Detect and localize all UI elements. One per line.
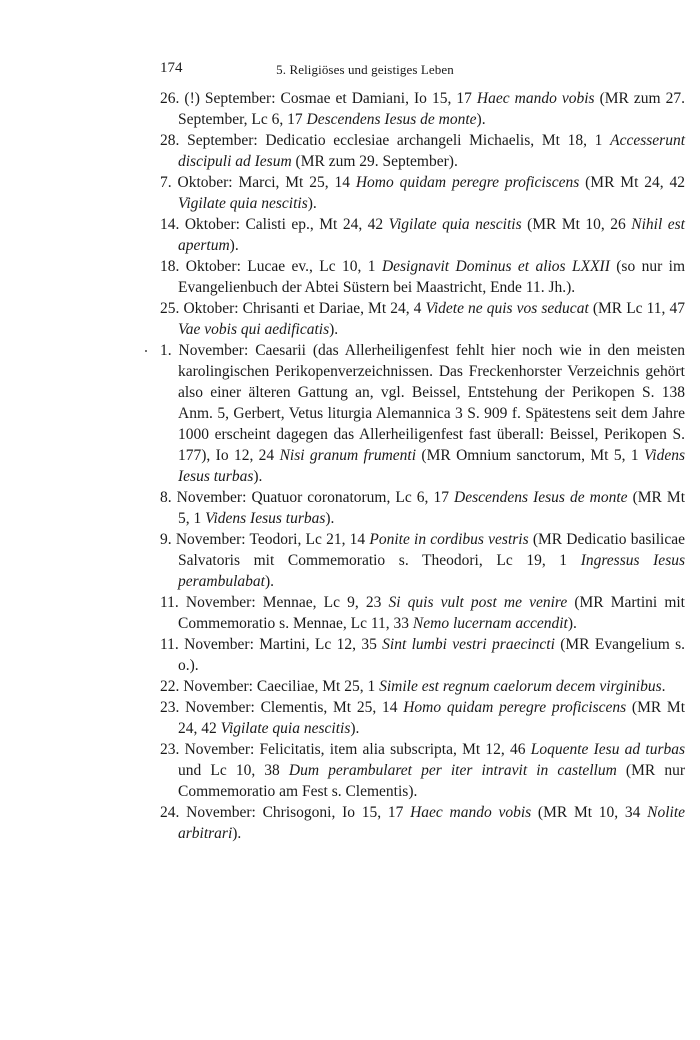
entry-text: und Lc 10, 38	[178, 762, 289, 779]
latin-incipit: Vigilate quia nescitis	[178, 195, 308, 212]
calendar-entry	[160, 676, 685, 697]
entry-text: November: Teodori, Lc 21, 14	[175, 531, 370, 548]
latin-incipit: Accesserunt discipuli ad Iesum	[178, 132, 686, 170]
latin-incipit: Videte ne quis vos seducat	[425, 300, 589, 317]
latin-incipit: Homo quidam peregre proficiscens	[355, 174, 580, 191]
entry-text: November: Mennae, Lc 9, 23	[185, 594, 389, 611]
entry-text: ).	[307, 195, 317, 212]
entry-text: ).	[325, 510, 335, 527]
calendar-entry-list	[160, 88, 685, 844]
entry-number: 9.	[160, 531, 172, 548]
entry-text: September: Dedicatio ecclesiae archangeli Michaelis, Mt 18, 1	[187, 132, 611, 149]
entry-text: ).	[476, 111, 486, 128]
latin-incipit: Vigilate quia nescitis	[388, 216, 522, 233]
entry-text: Oktober: Calisti ep., Mt 24, 42	[184, 216, 389, 233]
entry-text: (MR Mt 5, 1	[178, 489, 686, 527]
latin-incipit: Nemo lucernam accendit	[412, 615, 568, 632]
entry-text: (MR Evangelium s. o.).	[178, 636, 685, 674]
calendar-entry	[160, 172, 685, 214]
latin-incipit: Ingressus Iesus perambulabat	[178, 552, 686, 590]
entry-text: .	[661, 678, 666, 695]
entry-text: ).	[264, 573, 275, 590]
latin-incipit: Videns Iesus turbas	[205, 510, 326, 527]
calendar-entry	[160, 739, 685, 802]
entry-number: 24.	[160, 804, 180, 821]
entry-number: 8.	[160, 489, 172, 506]
entry-text: (MR Mt 24, 42	[178, 699, 686, 737]
entry-text: Oktober: Marci, Mt 25, 14	[177, 174, 356, 191]
entry-number: 11.	[160, 636, 179, 653]
entry-text: Oktober: Lucae ev., Lc 10, 1	[185, 258, 382, 275]
entry-text: (MR Mt 10, 26	[521, 216, 632, 233]
latin-incipit: Si quis vult post me venire	[388, 594, 568, 611]
latin-incipit: Simile est regnum caelorum decem virginibus	[379, 678, 662, 695]
latin-incipit: Nihil est apertum	[178, 216, 685, 254]
entry-number: 23.	[160, 741, 180, 758]
latin-incipit: Dum perambularet per iter intravit in castellum	[288, 762, 617, 779]
entry-text: (MR nur Commemoratio am Fest s. Clementis).	[178, 762, 685, 800]
latin-incipit: Descendens Iesus de monte	[306, 111, 477, 128]
entry-text: ).	[350, 720, 360, 737]
entry-text: ).	[567, 615, 577, 632]
entry-text: (MR Lc 11, 47	[588, 300, 685, 317]
latin-incipit: Loquente Iesu ad turbas	[530, 741, 686, 758]
entry-text: November: Clementis, Mt 25, 14	[185, 699, 404, 716]
entry-text: (MR Mt 24, 42	[579, 174, 686, 191]
entry-text: Oktober: Chrisanti et Dariae, Mt 24, 4	[183, 300, 426, 317]
entry-text: November: Caesarii (das Allerheiligenfest fehlt hier noch wie in den meisten karolingischen Perikopenverzeichnissen. Das Freckenhorster Verzeichnis gehört also einer älteren Gattung an, vgl. Beissel, Entstehung der Perikopen S. 138 Anm. 5, Gerbert, Vetus liturgia Alemannica 3 S. 909 f. Spätestens seit dem Jahre 1000 erscheint dagegen das Allerheiligenfest fast überall: Beissel, Perikopen S. 177), Io 12, 24	[178, 342, 686, 464]
entry-text: ).	[253, 468, 263, 485]
entry-number: 26.	[160, 90, 180, 107]
running-head: 5. Religiöses und geistiges Leben	[276, 62, 454, 77]
entry-number: 7.	[160, 174, 172, 191]
entry-text: (MR zum 29. September).	[291, 153, 458, 170]
calendar-entry	[160, 298, 685, 340]
entry-text: (MR Mt 10, 34	[531, 804, 648, 821]
latin-incipit: Vae vobis qui aedificatis	[178, 321, 330, 338]
latin-incipit: Vigilate quia nescitis	[220, 720, 351, 737]
latin-incipit: Ponite in cordibus vestris	[369, 531, 529, 548]
calendar-entry	[160, 130, 685, 172]
entry-number: 14.	[160, 216, 180, 233]
calendar-entry	[160, 214, 685, 256]
calendar-entry	[160, 634, 685, 676]
entry-text: November: Chrisogoni, Io 15, 17	[186, 804, 411, 821]
entry-text: November: Felicitatis, item alia subscripta, Mt 12, 46	[184, 741, 531, 758]
entry-text: November: Martini, Lc 12, 35	[184, 636, 383, 653]
entry-text: ).	[232, 825, 242, 842]
entry-number: 23.	[160, 699, 180, 716]
latin-incipit: Homo quidam peregre proficiscens	[403, 699, 627, 716]
calendar-entry	[160, 340, 685, 487]
entry-number: 28.	[160, 132, 180, 149]
calendar-entry	[160, 256, 685, 298]
calendar-entry	[160, 592, 685, 634]
entry-text: (!) September: Cosmae et Damiani, Io 15, 17	[184, 90, 477, 107]
latin-incipit: Nolite arbitrari	[178, 804, 686, 842]
entry-text: (so nur im Evangelienbuch der Abtei Süstern bei Maastricht, Ende 11. Jh.).	[178, 258, 686, 296]
entry-text: November: Quatuor coronatorum, Lc 6, 17	[176, 489, 455, 506]
entry-number: 18.	[160, 258, 180, 275]
entry-text: (MR Dedicatio basilicae Salvatoris mit Commemoratio s. Theodori, Lc 19, 1	[178, 531, 685, 569]
entry-text: (MR zum 27. September, Lc 6, 17	[178, 90, 686, 128]
entry-text: (MR Martini mit Commemoratio s. Mennae, Lc 11, 33	[178, 594, 685, 632]
calendar-entry	[160, 529, 685, 592]
entry-text: ).	[329, 321, 339, 338]
entry-number: 22.	[160, 678, 180, 695]
entry-text: (MR Omnium sanctorum, Mt 5, 1	[416, 447, 644, 464]
page-number: 174	[160, 60, 183, 76]
latin-incipit: Sint lumbi vestri praecincti	[382, 636, 555, 653]
latin-incipit: Haec mando vobis	[476, 90, 595, 107]
entry-number: 25.	[160, 300, 180, 317]
latin-incipit: Designavit Dominus et alios LXXII	[381, 258, 610, 275]
entry-number: 11.	[160, 594, 179, 611]
entry-text: ).	[229, 237, 239, 254]
latin-incipit: Videns Iesus turbas	[178, 447, 685, 485]
entry-text: November: Caeciliae, Mt 25, 1	[183, 678, 380, 695]
latin-incipit: Descendens Iesus de monte	[454, 489, 628, 506]
calendar-entry	[160, 802, 685, 844]
calendar-entry	[160, 88, 685, 130]
latin-incipit: Haec mando vobis	[410, 804, 532, 821]
latin-incipit: Nisi granum frumenti	[279, 447, 417, 464]
entry-number: 1.	[160, 342, 172, 359]
stray-ink-dot	[145, 350, 147, 352]
calendar-entry	[160, 697, 685, 739]
calendar-entry	[160, 487, 685, 529]
